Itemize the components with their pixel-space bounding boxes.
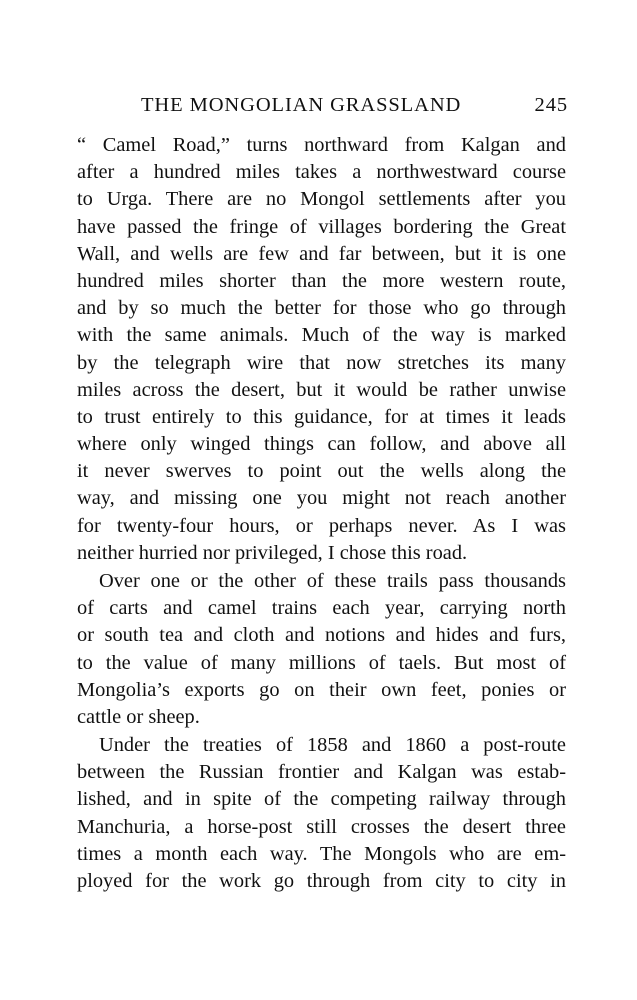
text-line: where only winged things can follow, and above all [77,433,566,456]
text-line: “ Camel Road,” turns northward from Kalgan and [77,134,566,156]
text-line: way, and missing one you might not reach another [77,487,566,510]
text-line: after a hundred miles takes a northwestward course [77,161,566,184]
text-line: times a month each way. The Mongols who are em- [77,842,566,865]
text-line: Wall, and wells are few and far between, but it is one [77,242,566,265]
text-line: or south tea and cloth and notions and hides and furs, [77,624,566,647]
text-line: it never swerves to point out the wells along the [77,460,566,483]
text-line: have passed the fringe of villages bordering the Great [77,215,566,238]
running-head: THE MONGOLIAN GRASSLAND [141,94,462,116]
paragraph [77,732,566,895]
text-line: to the value of many millions of taels. But most of [77,651,566,674]
text-line: hundred miles shorter than the more western route, [77,269,566,292]
text-line: Under the treaties of 1858 and 1860 a post-route [99,734,566,756]
text-line: ployed for the work go through from city to city in [77,869,566,892]
text-line: cattle or sheep. [77,705,200,728]
text-line: to Urga. There are no Mongol settlements after you [77,188,566,211]
page-header [141,94,568,124]
text-line: Manchuria, a horse-post still crosses the desert three [77,815,566,838]
text-line: lished, and in spite of the competing railway through [77,788,566,811]
text-line: Over one or the other of these trails pass thousands [99,570,566,592]
text-line: between the Russian frontier and Kalgan was estab- [77,761,566,784]
text-line: neither hurried nor privileged, I chose this road. [77,541,468,564]
text-line: Mongolia’s exports go on their own feet, ponies or [77,678,566,701]
text-line: by the telegraph wire that now stretches its many [77,351,566,374]
text-line: of carts and camel trains each year, carrying north [77,597,566,620]
text-line: and by so much the better for those who go through [77,297,566,320]
page-number: 245 [534,94,568,116]
paragraph [77,568,566,731]
paragraph [77,132,566,567]
text-line: for twenty-four hours, or perhaps never. As I was [77,514,566,537]
text-line: with the same animals. Much of the way is marked [77,324,566,347]
text-line: to trust entirely to this guidance, for at times it leads [77,405,566,428]
text-line: miles across the desert, but it would be rather unwise [77,378,566,401]
